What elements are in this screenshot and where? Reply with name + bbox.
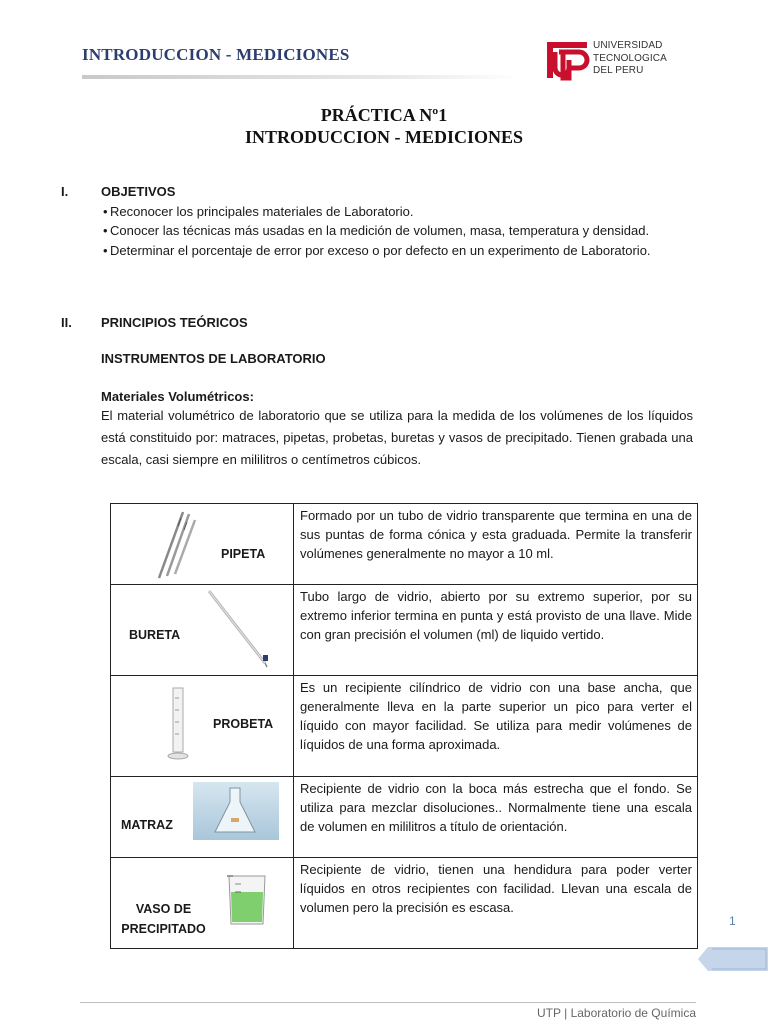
instrument-image-cell xyxy=(111,585,294,676)
instrument-name: PROBETA xyxy=(213,717,274,731)
objective-text: Determinar el porcentaje de error por exceso o por defecto en un experimento de Laboratorio. xyxy=(110,243,651,258)
instrument-name: BURETA xyxy=(129,628,181,642)
section-number: I. xyxy=(61,184,69,199)
materiales-paragraph: El material volumétrico de laboratorio que se utiliza para la medida de los volúmenes de los líquidos está constituido por: matraces, pipetas, probetas, buretas y vasos de precipitado. Tienen grabada una escala, casi siempre en mililitros o centímetros cúbicos. xyxy=(101,408,693,467)
bullet-icon: • xyxy=(103,243,108,258)
table-row xyxy=(111,777,698,858)
logo-wordmark xyxy=(593,40,667,78)
section-heading: PRINCIPIOS TEÓRICOS xyxy=(101,315,248,330)
instruments-table xyxy=(110,503,698,949)
section-heading: OBJETIVOS xyxy=(101,184,176,199)
instrument-name-line: PRECIPITADO xyxy=(121,922,206,936)
instrument-description: Formado por un tubo de vidrio transparente que termina en una de sus puntas de forma cónica y esta graduada. Permite la transferir volúmenes generalmente no mayor a 10 ml. xyxy=(294,504,698,585)
matraz-icon xyxy=(193,782,279,840)
logo-line: UNIVERSIDAD xyxy=(593,40,663,51)
table-row xyxy=(111,504,698,585)
pipeta-icon xyxy=(155,510,201,580)
table-row xyxy=(111,585,698,676)
header-title: INTRODUCCION - MEDICIONES xyxy=(82,45,350,64)
instrument-image-cell xyxy=(111,777,294,858)
header-divider xyxy=(82,75,522,79)
instrument-name xyxy=(121,899,206,939)
instrument-image-cell xyxy=(111,676,294,777)
document-subtitle: INTRODUCCION - MEDICIONES xyxy=(244,127,524,147)
subheading-instrumentos: INSTRUMENTOS DE LABORATORIO xyxy=(101,351,326,366)
instrument-image-cell xyxy=(111,858,294,949)
instrument-name: MATRAZ xyxy=(121,818,173,832)
page-tab-icon xyxy=(698,944,768,974)
probeta-icon xyxy=(165,686,191,762)
instrument-name: PIPETA xyxy=(221,547,266,561)
objective-text: Reconocer los principales materiales de Laboratorio. xyxy=(110,204,414,219)
document-title: PRÁCTICA Nº1 xyxy=(320,105,448,125)
subheading-materiales: Materiales Volumétricos: xyxy=(101,389,254,404)
table-row xyxy=(111,676,698,777)
bullet-icon: • xyxy=(103,204,108,219)
instrument-description: Tubo largo de vidrio, abierto por su extremo superior, por su extremo inferior termina en punta y está provisto de una llave. Mide con gran precisión el volumen (ml) de liquido vertido. xyxy=(294,585,698,676)
bullet-icon: • xyxy=(103,223,108,238)
footer-divider xyxy=(80,1002,696,1003)
utp-logo xyxy=(545,38,685,82)
bureta-icon xyxy=(205,589,275,669)
objective-text: Conocer las técnicas más usadas en la medición de volumen, masa, temperatura y densidad. xyxy=(110,223,650,238)
instrument-description: Es un recipiente cilíndrico de vidrio con una base ancha, que generalmente lleva en la parte superior un pico para verter el líquido con mayor facilidad. Se utiliza para medir volúmenes de líquidos de una forma aproximada. xyxy=(294,676,698,777)
footer-text: UTP | Laboratorio de Química xyxy=(537,1006,696,1020)
section-number: II. xyxy=(61,315,72,330)
table-row xyxy=(111,858,698,949)
logo-line: DEL PERU xyxy=(593,65,644,76)
instrument-description: Recipiente de vidrio con la boca más estrecha que el fondo. Se utiliza para mezclar disoluciones.. Normalmente tiene una escala de volumen en mililitros a título de orientación. xyxy=(294,777,698,858)
instrument-image-cell xyxy=(111,504,294,585)
utp-logo-icon xyxy=(545,38,591,82)
instrument-name-line: VASO DE xyxy=(135,902,192,916)
page-number: 1 xyxy=(729,914,736,928)
logo-line: TECNOLOGICA xyxy=(593,52,667,64)
instrument-description: Recipiente de vidrio, tienen una hendidura para poder verter líquidos en otros recipientes con facilidad. Llevan una escala de volumen pero la precisión es escasa. xyxy=(294,858,698,949)
vaso-precipitado-icon xyxy=(225,872,269,928)
